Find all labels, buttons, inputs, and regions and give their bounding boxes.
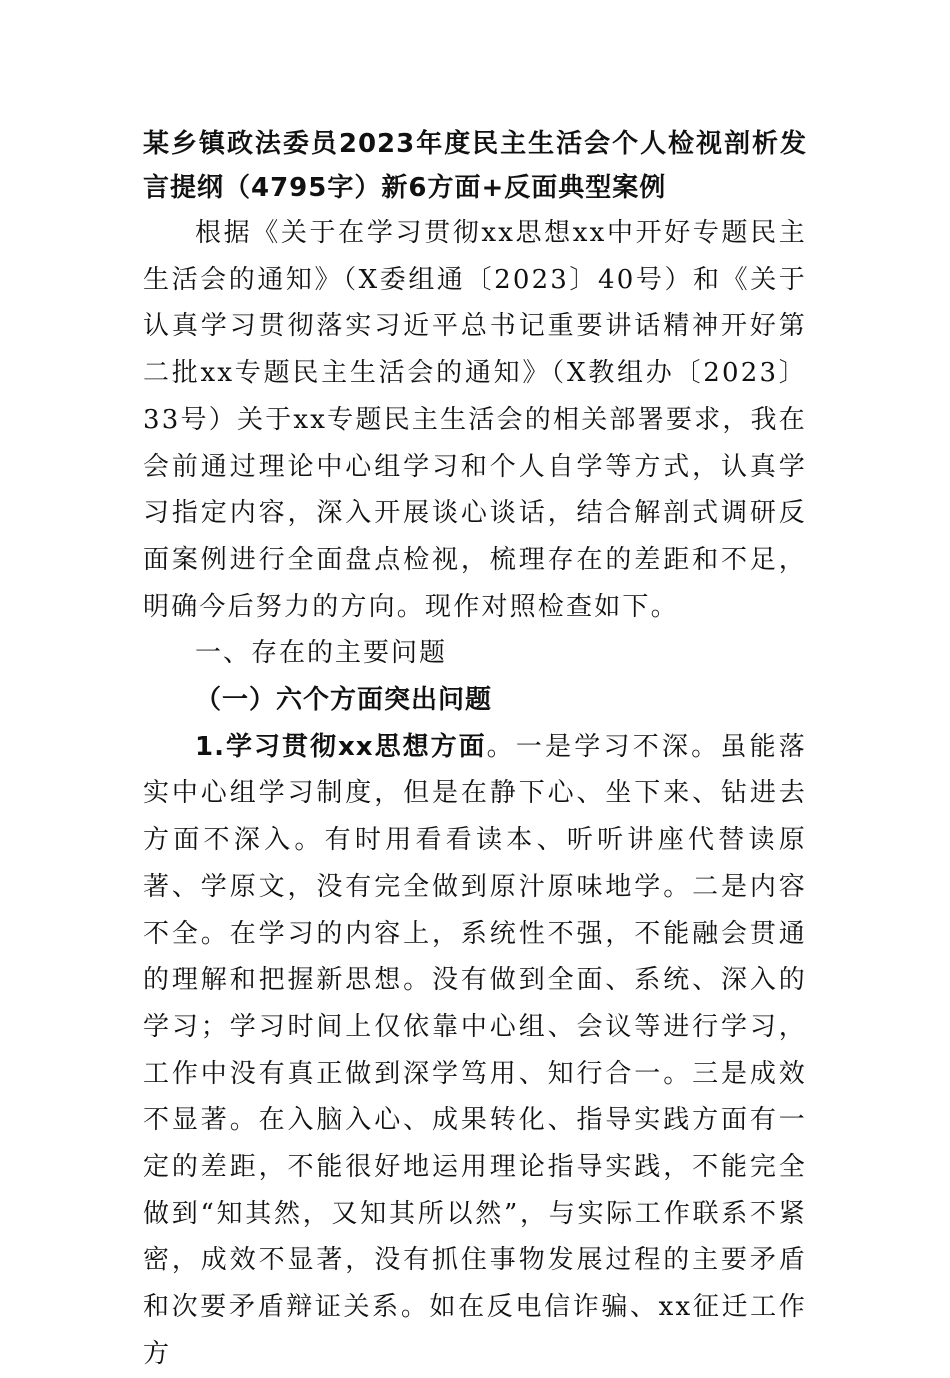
item-lead-heading: 1.学习贯彻xx思想方面 [195, 731, 487, 762]
document-title: 某乡镇政法委员2023年度民主生活会个人检视剖析发言提纲（4795字）新6方面+反面典型案例 [143, 129, 807, 203]
body-paragraph [143, 724, 807, 1378]
document-page [143, 122, 807, 1378]
subsection-heading: （一）六个方面突出问题 [195, 685, 493, 716]
item-body-text: 。一是学习不深。虽能落实中心组学习制度，但是在静下心、坐下来、钻进去方面不深入。有时用看看读本、听听讲座代替读原著、学原文，没有完全做到原汁原味地学。二是内容不全。在学习的内容上，系统性不强，不能融会贯通的理解和把握新思想。没有做到全面、系统、深入的学习；学习时间上仅依靠中心组、会议等进行学习，工作中没有真正做到深学笃用、知行合一。三是成效不显著。在入脑入心、成果转化、指导实践方面有一定的差距，不能很好地运用理论指导实践，不能完全做到“知其然，又知其所以然”，与实际工作联系不紧密，成效不显著，没有抓住事物发展过程的主要矛盾和次要矛盾辩证关系。如在反电信诈骗、xx征迁工作方 [143, 731, 807, 1369]
section-heading: 一、存在的主要问题 [195, 638, 448, 669]
intro-paragraph: 根据《关于在学习贯彻xx思想xx中开好专题民主生活会的通知》（X委组通〔2023〕40号）和《关于认真学习贯彻落实习近平总书记重要讲话精神开好第二批xx专题民主生活会的通知》（X教组办〔2023〕33号）关于xx专题民主生活会的相关部署要求，我在会前通过理论中心组学习和个人自学等方式，认真学习指定内容，深入开展谈心谈话，结合解剖式调研反面案例进行全面盘点检视，梳理存在的差距和不足，明确今后努力的方向。现作对照检查如下。 [143, 218, 807, 622]
